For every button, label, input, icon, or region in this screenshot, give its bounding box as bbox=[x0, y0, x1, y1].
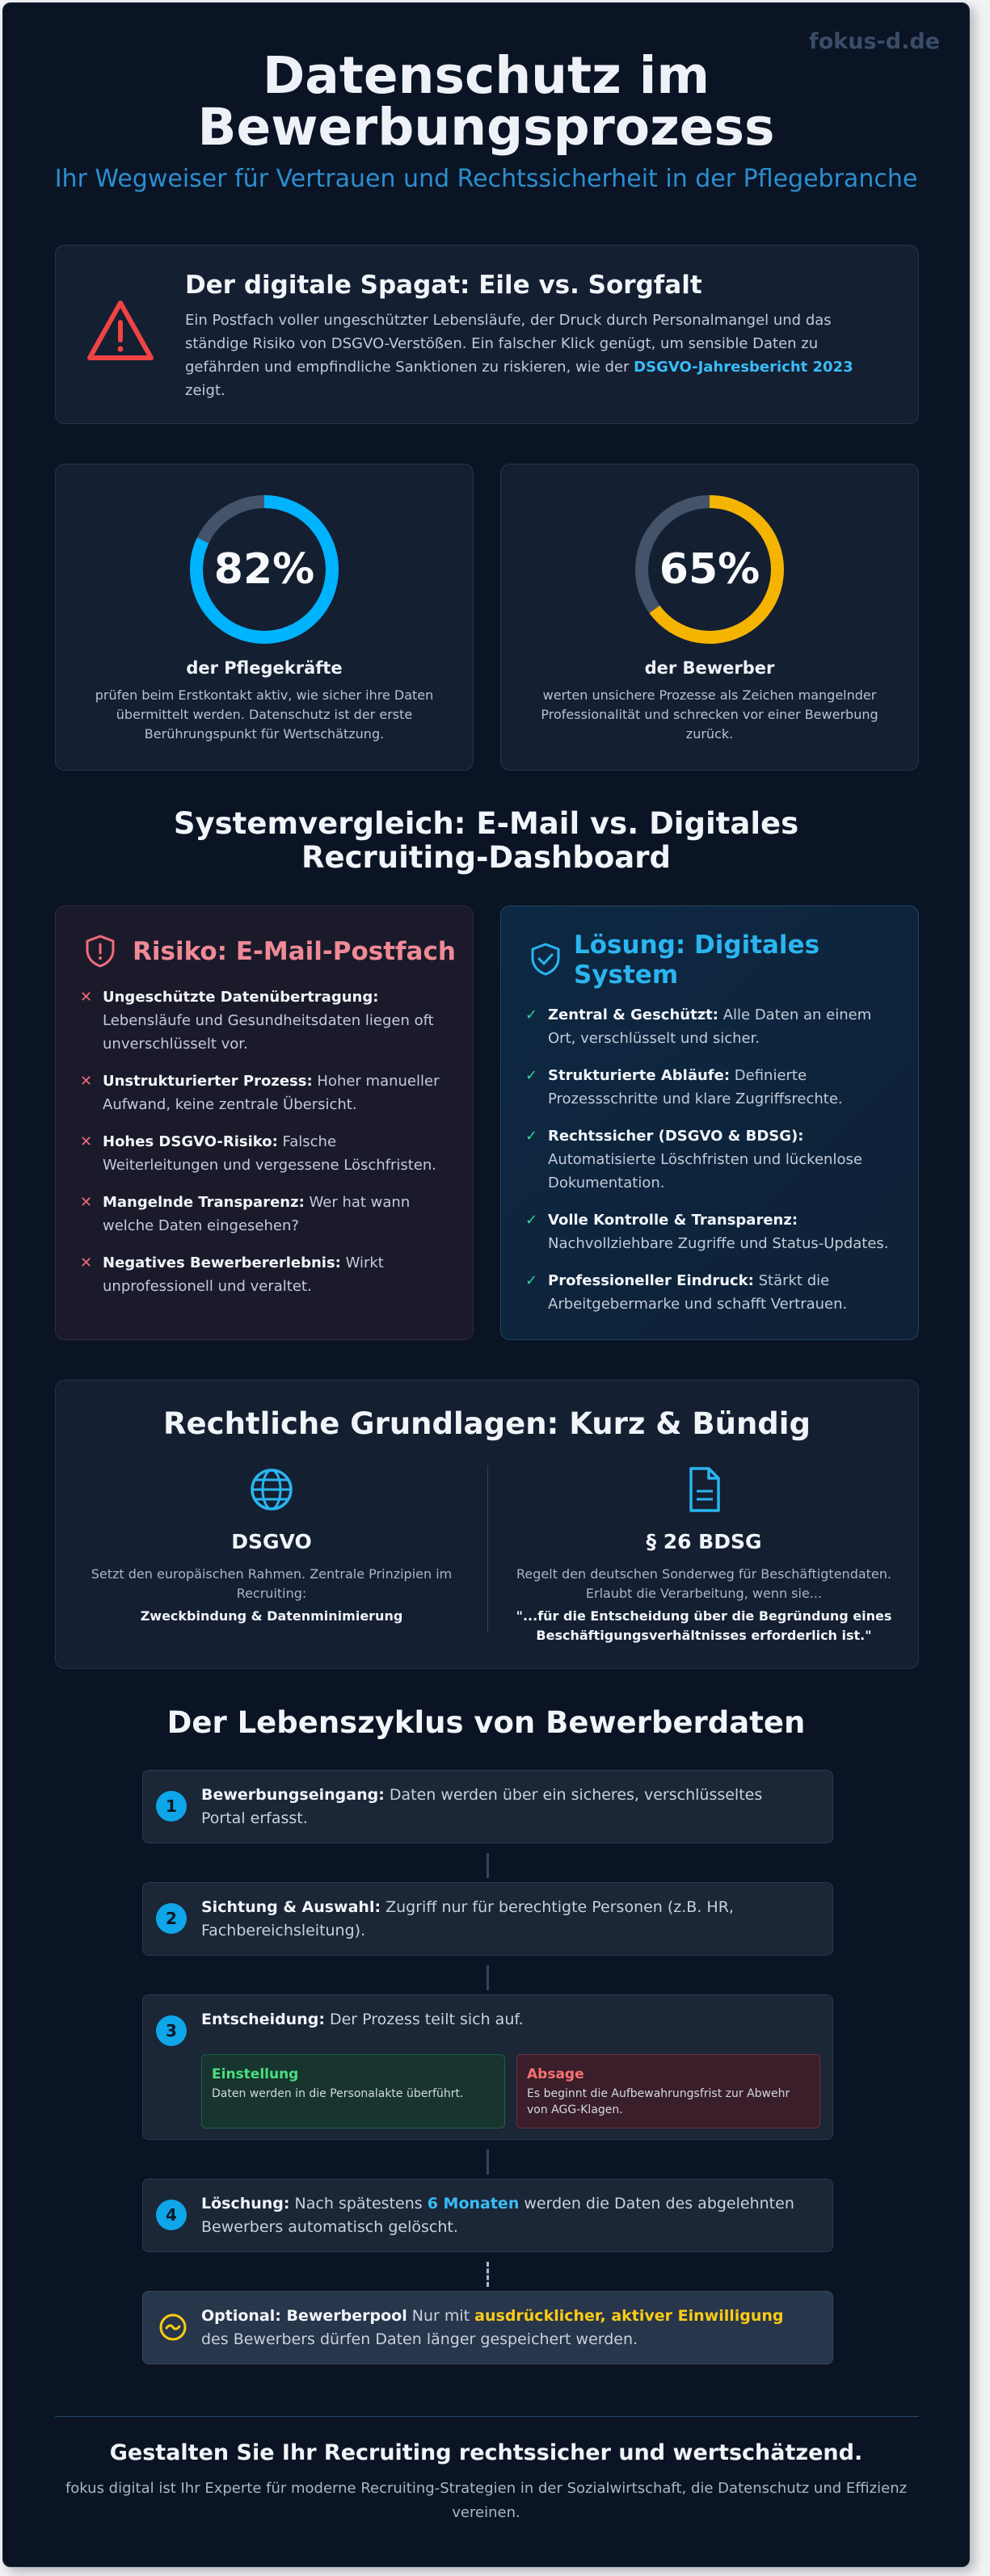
branch-hire: Einstellung Daten werden in die Personalakte überführt. bbox=[201, 2054, 505, 2128]
list-item: ✕ Negatives Bewerbererlebnis: Wirkt unprofessionell und veraltet. bbox=[80, 1254, 384, 1295]
connector bbox=[487, 1965, 489, 1990]
list-item: ✕ Unstrukturierter Prozess: Hoher manueller Aufwand, keine zentrale Übersicht. bbox=[80, 1073, 440, 1113]
legal-title: Rechtliche Grundlagen: Kurz & Bündig bbox=[163, 1406, 811, 1441]
legal-dsgvo bbox=[56, 1465, 487, 1626]
legal-head: § 26 BDSG bbox=[646, 1530, 762, 1553]
solution-list bbox=[525, 1003, 891, 1330]
list-item: ✓ Zentral & Geschützt: Alle Daten an einem Ort, verschlüsselt und sicher. bbox=[525, 1006, 872, 1047]
page-subtitle: Ihr Wegweiser für Vertrauen und Rechtssicherheit in der Pflegebranche bbox=[54, 165, 918, 193]
list-item: ✓ Volle Kontrolle & Transparenz: Nachvollziehbare Zugriffe und Status-Updates. bbox=[525, 1212, 889, 1252]
solution-card bbox=[500, 906, 919, 1340]
list-item: ✓ Strukturierte Abläufe: Definierte Prozessschritte und klare Zugriffsrechte. bbox=[525, 1067, 843, 1107]
globe-icon bbox=[247, 1465, 296, 1514]
lifecycle-step bbox=[142, 1994, 833, 2140]
warning-card-body: Ein Postfach voller ungeschützter Lebensläufe, der Druck durch Personalmangel und das ständige Risiko von DSGVO-Verstößen. Ein falscher Klick genügt, um sensible Daten zu gefährden und empfindliche Sanktionen zu riskieren, wie der DSGVO-Jahresbericht 2023 zeigt. bbox=[185, 312, 853, 399]
shield-alert-icon bbox=[83, 934, 117, 968]
step-text: Entscheidung: Der Prozess teilt sich auf. bbox=[201, 2011, 524, 2028]
warning-triangle-icon bbox=[86, 298, 154, 363]
step-text: Löschung: Nach spätestens 6 Monaten werden die Daten des abgelehnten Bewerbers automatisch gelöscht. bbox=[201, 2195, 794, 2236]
lifecycle-step bbox=[142, 1770, 833, 1843]
lifecycle-optional-step bbox=[142, 2291, 833, 2364]
legal-description: Setzt den europäischen Rahmen. Zentrale Prinzipien im Recruiting: bbox=[91, 1566, 453, 1601]
stat-label: der Pflegekräfte bbox=[186, 658, 343, 678]
step-text: Sichtung & Auswahl: Zugriff nur für berechtigte Personen (z.B. HR, Fachbereichsleitung). bbox=[201, 1898, 734, 1939]
footer-text: fokus digital ist Ihr Experte für moderne Recruiting-Strategien in der Sozialwirtschaft, die Datenschutz und Effizienz vereinen. bbox=[65, 2480, 908, 2521]
lifecycle-step bbox=[142, 2179, 833, 2252]
pool-icon bbox=[158, 2312, 188, 2343]
footer-divider bbox=[55, 2416, 919, 2417]
list-item: ✕ Mangelnde Transparenz: Wer hat wann welche Daten eingesehen? bbox=[80, 1194, 411, 1234]
stat-description: prüfen beim Erstkontakt aktiv, wie sicher ihre Daten übermittelt werden. Datenschutz ist der erste Berührungspunkt für Wertschätzung. bbox=[95, 687, 434, 742]
branch-reject: Absage Es beginnt die Aufbewahrungsfrist zur Abwehr von AGG-Klagen. bbox=[516, 2054, 820, 2128]
list-item: ✕ Ungeschützte Datenübertragung: Lebensläufe und Gesundheitsdaten liegen oft unverschlüsselt vor. bbox=[80, 989, 434, 1053]
warning-card bbox=[55, 245, 919, 424]
comparison-title: Systemvergleich: E-Mail vs. Digitales Recruiting-Dashboard bbox=[173, 806, 799, 875]
brand-watermark: fokus-d.de bbox=[809, 29, 940, 54]
legal-quote: "...für die Entscheidung über die Begründung eines Beschäftigungsverhältnisses erforderlich ist." bbox=[516, 1608, 892, 1643]
page-title: Datenschutz im Bewerbungsprozess bbox=[197, 46, 775, 157]
list-item: ✓ Rechtssicher (DSGVO & BDSG): Automatisierte Löschfristen und lückenlose Dokumentation. bbox=[525, 1128, 862, 1191]
stat-value: 65% bbox=[659, 545, 760, 594]
step-number: 4 bbox=[156, 2200, 187, 2230]
step-text: Bewerbungseingang: Daten werden über ein sicheres, verschlüsseltes Portal erfasst. bbox=[201, 1786, 763, 1827]
stat-value: 82% bbox=[213, 545, 315, 594]
legal-head: DSGVO bbox=[231, 1530, 312, 1553]
step-text: Optional: Bewerberpool Nur mit ausdrücklicher, aktiver Einwilligung des Bewerbers dürfen Daten länger gespeichert werden. bbox=[201, 2307, 784, 2348]
stat-description: werten unsichere Prozesse als Zeichen mangelnder Professionalität und schrecken vor einer Bewerbung zurück. bbox=[541, 687, 878, 742]
step-number: 1 bbox=[156, 1791, 187, 1822]
legal-description: Regelt den deutschen Sonderweg für Beschäftigtendaten. Erlaubt die Verarbeitung, wenn sie... bbox=[516, 1566, 891, 1601]
lifecycle-title: Der Lebenszyklus von Bewerberdaten bbox=[166, 1705, 806, 1740]
list-item: ✕ Hohes DSGVO-Risiko: Falsche Weiterleitungen und vergessene Löschfristen. bbox=[80, 1133, 437, 1174]
risk-card-title: Risiko: E-Mail-Postfach bbox=[133, 937, 456, 966]
connector bbox=[487, 1853, 489, 1878]
list-item: ✓ Professioneller Eindruck: Stärkt die Arbeitgebermarke und schafft Vertrauen. bbox=[525, 1272, 848, 1313]
stat-label: der Bewerber bbox=[644, 658, 775, 678]
infographic-page bbox=[2, 2, 970, 2567]
dashed-connector bbox=[487, 2262, 489, 2287]
legal-bdsg bbox=[488, 1465, 920, 1645]
step-number: 3 bbox=[156, 2015, 187, 2046]
warning-card-title: Der digitale Spagat: Eile vs. Sorgfalt bbox=[185, 271, 702, 300]
shield-check-icon bbox=[529, 942, 562, 976]
risk-card bbox=[55, 906, 474, 1340]
report-highlight: DSGVO-Jahresbericht 2023 bbox=[634, 359, 853, 376]
connector bbox=[487, 2149, 489, 2175]
document-icon bbox=[680, 1465, 728, 1514]
stat-card-applicants bbox=[500, 464, 919, 771]
footer-title: Gestalten Sie Ihr Recruiting rechtssicher und wertschätzend. bbox=[109, 2440, 863, 2465]
legal-card bbox=[55, 1380, 919, 1669]
stat-card-caregivers bbox=[55, 464, 474, 771]
risk-list bbox=[80, 985, 445, 1312]
solution-card-title: Lösung: Digitales System bbox=[574, 931, 820, 990]
step-number: 2 bbox=[156, 1903, 187, 1934]
lifecycle-step bbox=[142, 1882, 833, 1956]
legal-principle: Zweckbindung & Datenminimierung bbox=[140, 1608, 403, 1624]
